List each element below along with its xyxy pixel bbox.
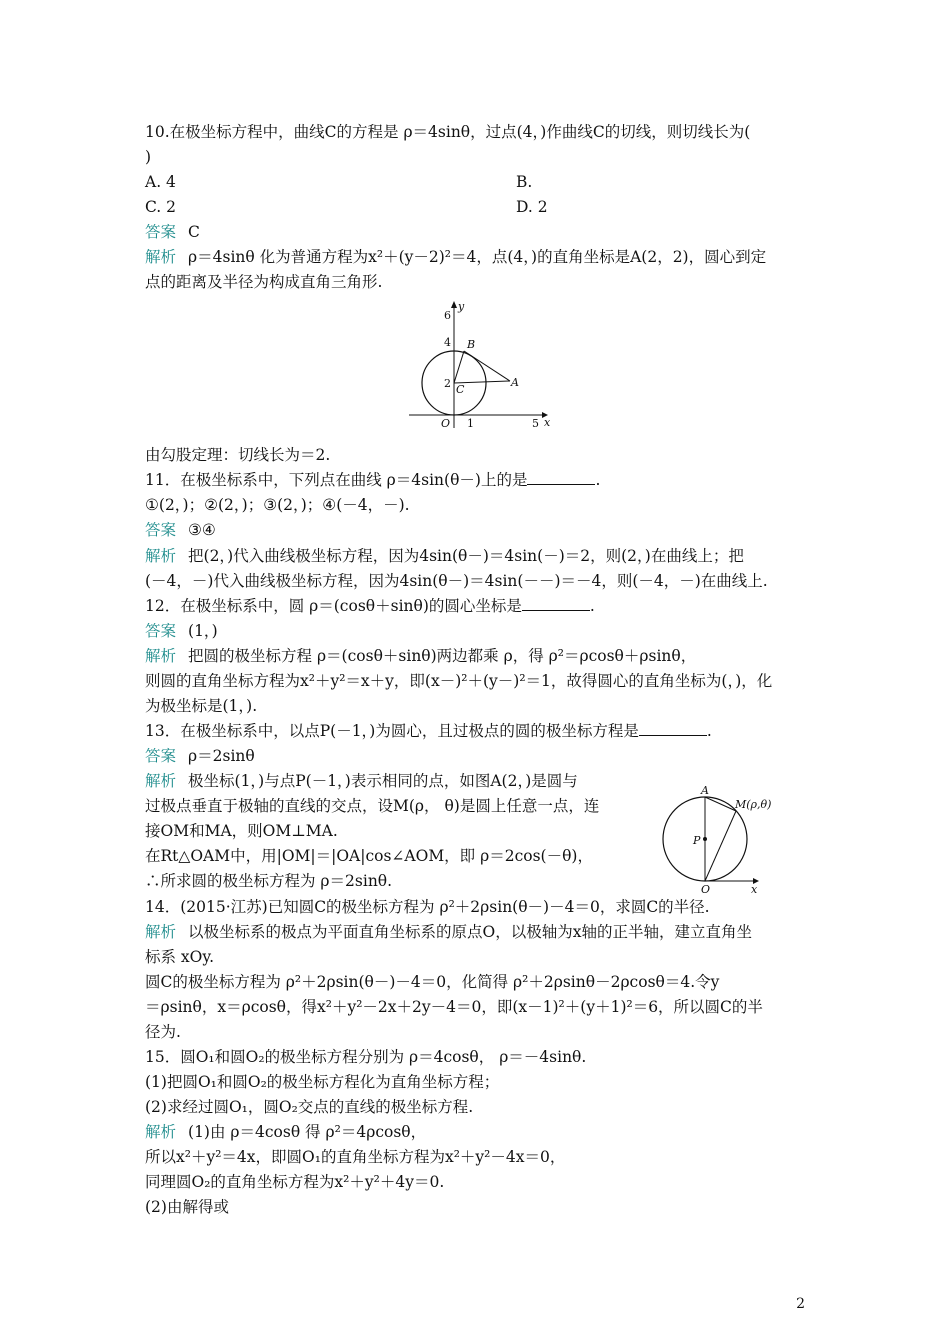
q13-answer: [145, 745, 815, 768]
point-a-label: A: [511, 376, 519, 389]
q11-analysis-line2: (－4，－)代入曲线极坐标方程，因为4sin(θ－)＝4sin(－－)＝－4，则(－4，－)在曲线上.: [145, 572, 768, 590]
analysis-tag: 解析: [145, 547, 177, 565]
tick-2: 2: [444, 377, 451, 390]
q10-answer-value: C: [188, 223, 200, 241]
q15-analysis-line1: [145, 1121, 815, 1144]
q10-option-b: B.: [516, 173, 533, 191]
q12-analysis-line3: 为极坐标是(1，).: [145, 697, 258, 715]
answer-blank: [522, 596, 590, 611]
segment-am: [705, 797, 736, 811]
q14-analysis-line5: 径为.: [145, 1023, 181, 1041]
q10-conclusion: 由勾股定理：切线长为＝2.: [145, 446, 331, 464]
q12-answer: [145, 620, 815, 643]
segment-om: [705, 811, 736, 881]
answer-tag: 答案: [145, 223, 177, 241]
point-p-label: P: [693, 834, 701, 847]
q13-stem-text: 13．在极坐标系中，以点P(－1，)为圆心，且过极点的圆的极坐标方程是: [145, 722, 639, 740]
origin-label: O: [701, 883, 711, 896]
q13-analysis-line1: [145, 770, 645, 793]
origin-label: O: [441, 417, 451, 430]
q13-analysis-line3: 接OM和MA，则OM⊥MA.: [145, 822, 338, 840]
q14-stem: 14．(2015·江苏)已知圆C的极坐标方程为 ρ²＋2ρsin(θ－)－4＝0，求圆C的半径.: [145, 898, 710, 916]
q10-analysis-text1: ρ＝4sinθ 化为普通方程为x²＋(y－2)²＝4，点(4，)的直角坐标是A(2，2)，圆心到定: [188, 248, 767, 266]
x-label: x: [544, 416, 551, 429]
q10-figure: [404, 298, 554, 433]
tick-4: 4: [444, 336, 451, 349]
q12-analysis-line2: 则圆的直角坐标方程为x²＋y²＝x＋y，即(x－)²＋(y－)²＝1，故得圆心的直角坐标为(，)，化: [145, 672, 773, 690]
q10-answer: [145, 221, 815, 244]
q14-analysis-line2: 标系 xOy.: [145, 948, 215, 966]
q12-answer-value: (1，): [188, 622, 218, 640]
point-a-label: A: [701, 784, 709, 797]
q11-analysis-text1: 把(2，)代入曲线极坐标方程，因为4sin(θ－)＝4sin(－)＝2，则(2，)在曲线上；把: [188, 547, 744, 565]
q10-stem-line1: 10.在极坐标方程中，曲线C的方程是 ρ＝4sinθ，过点(4，)作曲线C的切线，则切线长为(: [145, 123, 751, 141]
q15-analysis-line2: 所以x²＋y²＝4x，即圆O₁的直角坐标方程为x²＋y²－4x＝0，: [145, 1148, 566, 1166]
x-label: x: [751, 883, 758, 896]
q13-analysis-line5: ∴所求圆的极坐标方程为 ρ＝2sinθ.: [145, 872, 393, 890]
q11-answer-value: ③④: [188, 521, 216, 539]
y-label: y: [458, 300, 465, 313]
q13-stem: [145, 720, 815, 743]
q13-analysis-line4: 在Rt△OAM中，用|OM|＝|OA|cos∠AOM，即 ρ＝2cos(－θ)，: [145, 847, 593, 865]
point-b-label: B: [467, 338, 476, 351]
q11-stem-text: 11．在极坐标系中，下列点在曲线 ρ＝4sin(θ－)上的是: [145, 471, 528, 489]
segment-cb: [454, 351, 464, 383]
y-axis-arrow-icon: [451, 301, 457, 308]
answer-blank: [639, 721, 707, 736]
q13-analysis-line2: 过极点垂直于极轴的直线的交点，设M(ρ， θ)是圆上任意一点，连: [145, 797, 600, 815]
q11-stem: [145, 469, 815, 492]
answer-tag: 答案: [145, 521, 177, 539]
q12-analysis-line1: [145, 645, 815, 668]
q15-analysis-line3: 同理圆O₂的直角坐标方程为x²＋y²＋4y＝0.: [145, 1173, 445, 1191]
analysis-tag: 解析: [145, 923, 177, 941]
q12-analysis-text1: 把圆的极坐标方程 ρ＝(cosθ＋sinθ)两边都乘 ρ，得 ρ²＝ρcosθ＋ρsinθ，: [188, 647, 697, 665]
q14-analysis-line3: 圆C的极坐标方程为 ρ²＋2ρsin(θ－)－4＝0，化简得 ρ²＋2ρsinθ－2ρcosθ＝4.令y: [145, 973, 720, 991]
answer-tag: 答案: [145, 747, 177, 765]
q12-stem: [145, 595, 815, 618]
q13-answer-value: ρ＝2sinθ: [188, 747, 255, 765]
point-c-label: C: [456, 383, 465, 396]
q14-analysis-line4: ＝ρsinθ，x＝ρcosθ，得x²＋y²－2x＋2y－4＝0，即(x－1)²＋(y＋1)²＝6，所以圆C的半: [145, 998, 763, 1016]
q11-answer: [145, 519, 815, 542]
center-point-p: [703, 837, 707, 841]
tick-6: 6: [444, 309, 451, 322]
q10-option-d: D. 2: [516, 198, 548, 216]
analysis-tag: 解析: [145, 248, 177, 266]
page-number: 2: [796, 1296, 805, 1312]
q15-analysis-line4: (2)由解得或: [145, 1198, 229, 1216]
analysis-tag: 解析: [145, 647, 177, 665]
q11-stem-end: .: [595, 471, 601, 489]
answer-tag: 答案: [145, 622, 177, 640]
q14-analysis-line1: [145, 921, 815, 944]
q10-option-c: C. 2: [145, 198, 177, 216]
q11-analysis-line1: [145, 545, 815, 568]
answer-blank: [527, 470, 595, 485]
analysis-tag: 解析: [145, 1123, 177, 1141]
tick-1: 1: [467, 417, 474, 430]
tick-5: 5: [532, 417, 539, 430]
q15-part1: (1)把圆O₁和圆O₂的极坐标方程化为直角坐标方程；: [145, 1073, 500, 1091]
q14-analysis-text1: 以极坐标系的极点为平面直角坐标系的原点O，以极轴为x轴的正半轴，建立直角坐: [188, 923, 752, 941]
q13-stem-end: .: [706, 722, 712, 740]
q10-option-a: A. 4: [145, 173, 176, 191]
q12-stem-text: 12．在极坐标系中，圆 ρ＝(cosθ＋sinθ)的圆心坐标是: [145, 597, 522, 615]
q15-analysis-text1: (1)由 ρ＝4cosθ 得 ρ²＝4ρcosθ，: [188, 1123, 427, 1141]
q10-stem-line2: ): [145, 148, 152, 166]
tangent-ba: [464, 351, 510, 381]
q12-stem-end: .: [589, 597, 595, 615]
q11-points: ①(2，)；②(2，)；③(2，)；④(－4，－).: [145, 496, 410, 514]
q10-analysis-line2: 点的距离及半径为构成直角三角形.: [145, 273, 383, 291]
point-m-label: M(ρ,θ): [735, 798, 772, 811]
analysis-tag: 解析: [145, 772, 177, 790]
q15-part2: (2)求经过圆O₁，圆O₂交点的直线的极坐标方程.: [145, 1098, 474, 1116]
q10-analysis-line1: [145, 246, 815, 269]
q15-stem: 15．圆O₁和圆O₂的极坐标方程分别为 ρ＝4cosθ， ρ＝－4sinθ.: [145, 1048, 587, 1066]
q13-analysis-text1: 极坐标(1，)与点P(－1，)表示相同的点，如图A(2，)是圆与: [188, 772, 578, 790]
q13-figure: [655, 782, 815, 897]
